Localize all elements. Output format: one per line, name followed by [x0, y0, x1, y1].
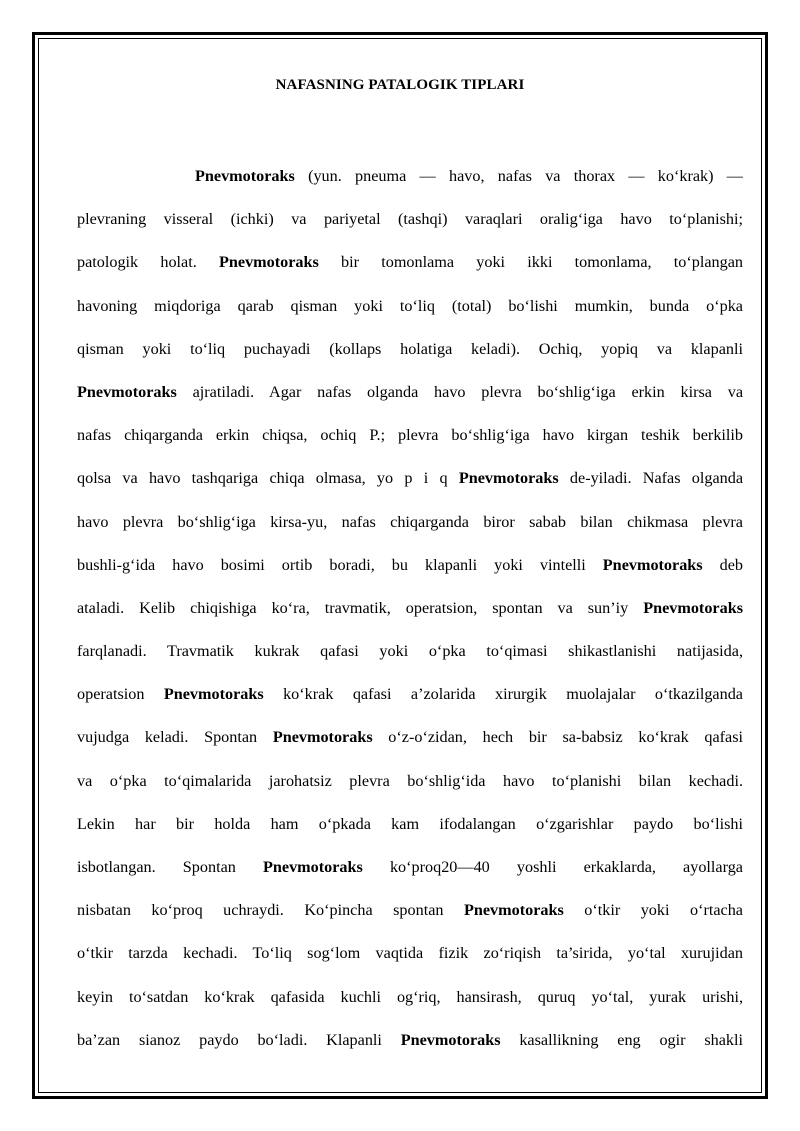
- text-run: o‘tkir yoki o‘rtacha: [563, 901, 743, 920]
- text-run: qolsa va havo tashqariga chiqa olmasa, yo p i q: [77, 469, 459, 488]
- body-line: [77, 673, 743, 716]
- body-line: [77, 457, 743, 500]
- body-line: [77, 155, 743, 198]
- text-run: ba’zan sianoz paydo bo‘ladi. Klapanli: [77, 1030, 401, 1049]
- term-bold: Pnevmotoraks: [458, 469, 559, 488]
- text-run: havo plevra bo‘shlig‘iga kirsa-yu, nafas chiqarganda biror sabab bilan chikmasa plevra: [77, 512, 743, 531]
- body-line: [77, 285, 743, 328]
- body-line: [77, 630, 743, 673]
- term-bold: Pnevmotoraks: [77, 382, 177, 401]
- term-bold: Pnevmotoraks: [263, 858, 363, 876]
- term-bold: Pnevmotoraks: [163, 685, 264, 704]
- body-line: [77, 587, 743, 630]
- text-run: vujudga keladi. Spontan: [77, 728, 273, 747]
- body-line: [77, 544, 743, 587]
- body-line: [77, 501, 743, 544]
- text-run: operatsion: [77, 685, 164, 704]
- body-line: [77, 803, 743, 846]
- text-run: plevraning visseral (ichki) va pariyetal (tashqi) varaqlari oralig‘iga havo to‘planishi;: [77, 210, 743, 229]
- body-line: [77, 1019, 743, 1062]
- body-line: [77, 414, 743, 457]
- body-line: [77, 846, 743, 889]
- text-run: de-yiladi. Nafas olganda: [558, 469, 744, 488]
- text-run: ataladi. Kelib chiqishiga ko‘ra, travmatik, operatsion, spontan va sun’iy: [77, 598, 644, 617]
- text-run: kasallikning eng ogir shakli: [500, 1030, 743, 1049]
- text-run: ajratiladi. Agar nafas olganda havo plevra bo‘shlig‘iga erkin kirsa va: [176, 382, 743, 401]
- text-run: nafas chiqarganda erkin chiqsa, ochiq P.; plevra bo‘shlig‘iga havo kirgan teshik berkilib: [77, 426, 743, 445]
- text-run: deb: [702, 555, 743, 574]
- text-run: bir tomonlama yoki ikki tomonlama, to‘plangan: [318, 253, 743, 272]
- term-bold: Pnevmotoraks: [272, 728, 373, 747]
- text-run: farqlanadi. Travmatik kukrak qafasi yoki o‘pka to‘qimasi shikastlanishi natijasida,: [77, 642, 743, 661]
- body-line: [77, 932, 743, 975]
- body-line: [77, 889, 743, 932]
- body-line: [77, 241, 743, 284]
- body-line: [77, 198, 743, 241]
- term-bold: Pnevmotoraks: [400, 1030, 501, 1049]
- body-line: [77, 328, 743, 371]
- body-line: [77, 976, 743, 1019]
- text-run: va o‘pka to‘qimalarida jarohatsiz plevra bo‘shlig‘ida havo to‘planishi bilan kechadi.: [77, 771, 743, 790]
- text-run: havoning miqdoriga qarab qisman yoki to‘liq (total) bo‘lishi mumkin, bunda o‘pka: [77, 296, 743, 315]
- text-run: keyin to‘satdan ko‘krak qafasida kuchli og‘riq, hansirash, quruq yo‘tal, yurak urishi,: [77, 987, 743, 1006]
- text-run: nisbatan ko‘proq uchraydi. Ko‘pincha spontan: [77, 901, 464, 920]
- text-run: o‘z-o‘zidan, hech bir sa-babsiz ko‘krak qafasi: [372, 728, 744, 747]
- text-run: Lekin har bir holda ham o‘pkada kam ifodalangan o‘zgarishlar paydo bo‘lishi: [77, 814, 743, 833]
- term-bold: Pnevmotoraks: [643, 598, 743, 617]
- text-run: qisman yoki to‘liq puchayadi (kollaps holatiga keladi). Ochiq, yopiq va klapanli: [77, 339, 743, 358]
- text-run: (yun. pneuma — havo, nafas va thorax — ko‘krak) —: [294, 167, 743, 185]
- document-title: NAFASNING PATALOGIK TIPLARI: [275, 77, 525, 93]
- text-run: ko‘krak qafasi a’zolarida xirurgik muolajalar o‘tkazilganda: [263, 685, 743, 704]
- term-bold: Pnevmotoraks: [219, 253, 319, 272]
- text-run: isbotlangan. Spontan: [77, 858, 263, 876]
- text-run: ko‘proq20—40 yoshli erkaklarda, ayollarga: [362, 858, 743, 876]
- body-line: [77, 716, 743, 759]
- term-bold: Pnevmotoraks: [602, 555, 703, 574]
- text-run: patologik holat.: [77, 253, 219, 272]
- text-run: o‘tkir tarzda kechadi. To‘liq sog‘lom vaqtida fizik zo‘riqish ta’sirida, yo‘tal xurujidan: [77, 944, 743, 963]
- term-bold: Pnevmotoraks: [463, 901, 564, 920]
- document-body: [77, 155, 743, 1062]
- body-line: [77, 760, 743, 803]
- text-run: bushli-g‘ida havo bosimi ortib boradi, bu klapanli yoki vintelli: [77, 555, 603, 574]
- body-line: [77, 371, 743, 414]
- term-bold: Pnevmotoraks: [195, 167, 295, 185]
